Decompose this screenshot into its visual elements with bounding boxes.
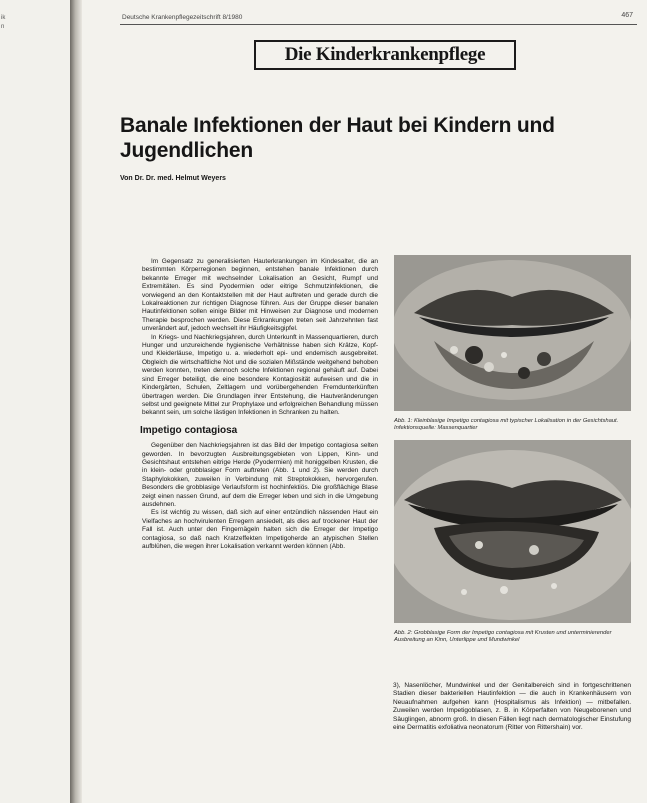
body-paragraph: Gegenüber den Nachkriegsjahren ist das Bild der Impetigo contagiosa selten geworden. In bevorzugten Ausbreitungsgebieten von Lippen, Kinn- und Gesichtshaut entstehen eitrige Herde (Pyodermien) mit honiggelben Krusten, die in klein- oder grobblasiger Form auftreten (Abb. 1 und 2). Sie werden durch Staphylokokken, zuweilen in Verbindung mit Streptokokken, hervorgerufen. Besonders die grobblasige Verlaufsform ist hochinfektiös. Die großflächige Blase zeigt einen nassen Grund, auf dem die Erreger leben und sich in die Umgebung ausdehnen.: [142, 442, 378, 508]
magazine-page: [82, 0, 647, 803]
section-heading: Impetigo contagiosa: [140, 424, 238, 436]
book-gutter: [70, 0, 82, 803]
lips-photo-illustration: [394, 440, 631, 623]
header-rule: [120, 24, 637, 25]
figure-2-photo: [394, 440, 631, 623]
body-paragraph: In Kriegs- und Nachkriegsjahren, durch Unterkunft in Massenquartieren, durch Hunger und unzureichende hygienische Verhältnisse haben sich Krätze, Kopf- und Kleiderläuse, Impetigo u. a. wiederholt epi- und endemisch ausgebreitet. Obgleich die wirtschaftliche Not und die sozialen Mißstände weitgehend behoben werden konnten, treten dennoch solche Infektionen regional gehäuft auf. Dabei sind Erreger beteiligt, die eine besondere Kontagiosität aufweisen und die in Kindergärten, Schulen, Zeltlagern und vorübergehenden Fremdunterkünften übertragen werden. Die Grundlagen ihrer Entstehung, die Hautveränderungen selbst und geeignete Mittel zur Prophylaxe und erfolgreichen Behandlung müssen bekannt sein, um solche lästigen Infektionen in Schranken zu halten.: [142, 333, 378, 417]
article-title: Banale Infektionen der Haut bei Kindern und Jugendlichen: [120, 114, 555, 162]
figure-1-photo: [394, 255, 631, 411]
figure-2-caption: Abb. 2: Grobblasige Form der Impetigo contagiosa mit Krusten und unterminierender Ausbreitung an Kinn, Unterlippe und Mundwinkel: [394, 630, 612, 644]
body-paragraph: 3), Nasenlöcher, Mundwinkel und der Genitalbereich sind in fortgeschrittenen Stadien dieser bakteriellen Hautinfektion — die auch in Krankenhäusern von Neuaufnahmen aufgehen kann (Hospitalismus als Infektion) — mitbefallen. Zuweilen werden Impetigoblasen, z. B. in Körperfalten von Neugeborenen und Säuglingen, abnorm groß. In diesen Fällen liegt nach dermatologischer Einstufung eine Dermatitis exfoliativa neonatorum (Ritter von Rittershain) vor.: [393, 682, 631, 732]
body-paragraph: Es ist wichtig zu wissen, daß sich auf einer entzündlich nässenden Haut ein Vielfaches an hochvirulenten Erregern ansiedelt, als dies auf trockener Haut der Fall ist. Auch unter den Fingernägeln halten sich die Erreger der Impetigo contagiosa, so daß nach Kratzeffekten Impetigoherde an atypischen Stellen aufblühen, die wegen ihrer Lokalisation verkannt werden können (Abb.: [142, 509, 378, 550]
article-byline: Von Dr. Dr. med. Helmut Weyers: [120, 175, 226, 182]
text-column-left: [142, 258, 378, 551]
body-paragraph: Im Gegensatz zu generalisierten Hauterkrankungen im Kindesalter, die an bestimmten Körperregionen beginnen, entstehen banale Infektionen durch bekannte Erreger mit wechselnder Lokalisation an Gesicht, Rumpf und Extremitäten. Es sind Pyodermien oder eitrige Schmutzinfektionen, die vorwiegend an den Kontaktstellen mit der Haut auftreten und gerade durch die Lokalreaktionen zur richtigen Diagnose führen. Aus der Gruppe dieser banalen Hautinfektionen sollen einige Bilder mit Hinweisen zur Diagnose und modernen Therapie besprochen werden. Diese Erkrankungen treten seit Jahrzehnten fast unverändert auf, jedoch wechselt ihr Häufigkeitsgipfel.: [142, 258, 378, 333]
figure-1-caption: Abb. 1: Kleinblasige Impetigo contagiosa mit typischer Lokalisation in der Gesichtshaut. Infektionsquelle: Massenquartier: [394, 418, 619, 432]
running-head: Deutsche Krankenpflegezeitschrift 8/1980: [122, 14, 243, 21]
text-column-right: [393, 682, 631, 732]
margin-mark: n: [1, 24, 5, 30]
lips-photo-illustration: [394, 255, 631, 411]
margin-mark: ik: [1, 15, 6, 21]
previous-page-edge: [0, 0, 70, 803]
page-number: 467: [621, 12, 633, 19]
section-banner: Die Kinderkrankenpflege: [254, 40, 516, 70]
